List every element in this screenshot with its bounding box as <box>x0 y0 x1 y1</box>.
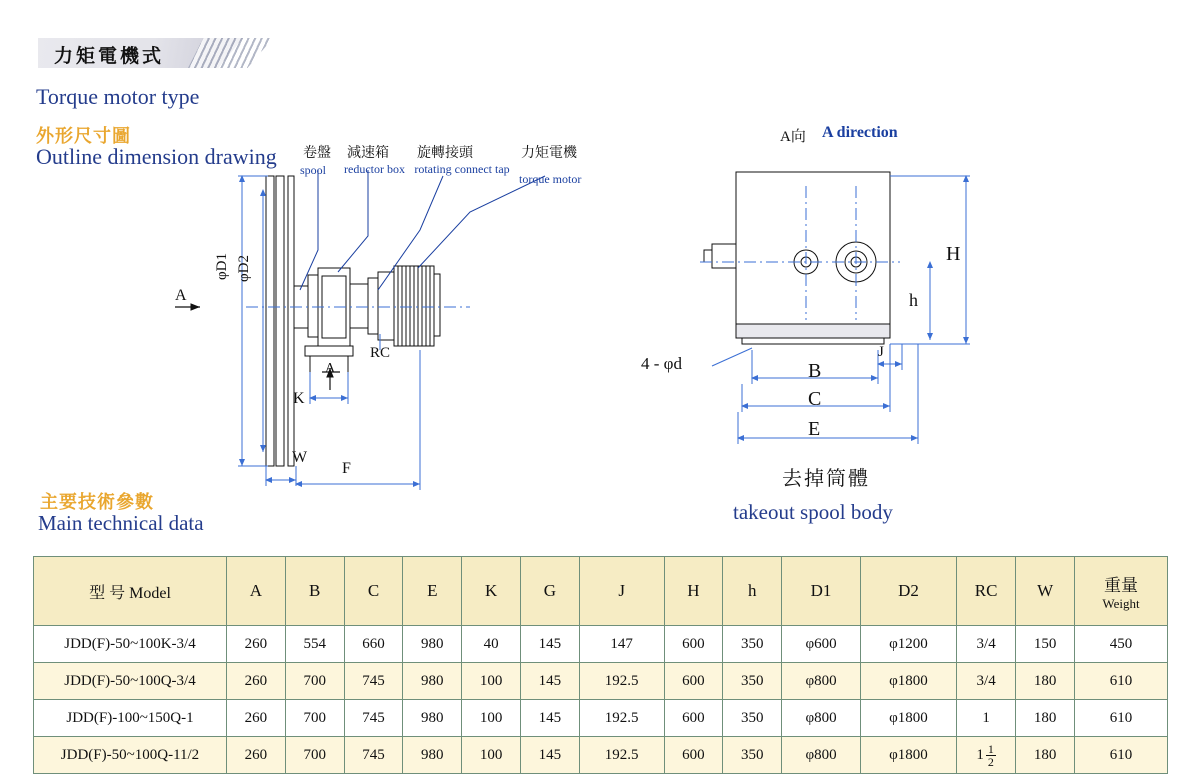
cell-d2: φ1800 <box>860 700 956 737</box>
cell-d2: φ1800 <box>860 663 956 700</box>
label-a-direction-en: A direction <box>822 124 898 141</box>
header-h-upper: H <box>664 557 723 626</box>
cell-weight: 610 <box>1075 700 1168 737</box>
label-c: C <box>808 388 822 410</box>
label-k: K <box>293 390 305 407</box>
header-k: K <box>462 557 521 626</box>
header-e: E <box>403 557 462 626</box>
cell-b: 700 <box>285 737 344 774</box>
cell-model: JDD(F)-50~100K-3/4 <box>34 626 227 663</box>
cell-k: 100 <box>462 737 521 774</box>
label-phi-d1: φD1 <box>214 253 230 280</box>
cell-e: 980 <box>403 626 462 663</box>
cell-e: 980 <box>403 663 462 700</box>
cell-e: 980 <box>403 737 462 774</box>
section-title-cn: 外形尺寸圖 <box>36 126 131 147</box>
header-h-lower: h <box>723 557 782 626</box>
cell-c: 660 <box>344 626 403 663</box>
cell-model: JDD(F)-50~100Q-3/4 <box>34 663 227 700</box>
header-weight-en: Weight <box>1102 595 1140 611</box>
main-data-heading-en: Main technical data <box>38 511 204 535</box>
cell-h-lower: 350 <box>723 663 782 700</box>
cell-w: 180 <box>1016 700 1075 737</box>
cell-weight: 450 <box>1075 626 1168 663</box>
cell-d1: φ600 <box>782 626 861 663</box>
callout-en-reductor: reductor box <box>344 162 405 176</box>
callout-cn-torque-motor: 力矩電機 <box>521 145 577 161</box>
drawing-caption-cn: 去掉筒體 <box>782 466 870 490</box>
callout-cn-rotating-connector: 旋轉接頭 <box>417 145 473 161</box>
rc-frac: $\frac{1}{2}$ <box>987 741 994 769</box>
table-row <box>34 737 1168 774</box>
cell-c: 745 <box>344 663 403 700</box>
callout-cn-reductor: 減速箱 <box>347 145 389 161</box>
cell-h-lower: 350 <box>723 737 782 774</box>
cell-h-lower: 350 <box>723 700 782 737</box>
cell-g: 145 <box>520 700 579 737</box>
header-g: G <box>520 557 579 626</box>
cell-a: 260 <box>227 663 286 700</box>
header-w: W <box>1016 557 1075 626</box>
cell-model: JDD(F)-50~100Q-11/2 <box>34 737 227 774</box>
cell-w: 150 <box>1016 626 1075 663</box>
cell-h-upper: 600 <box>664 663 723 700</box>
cell-j: 192.5 <box>579 737 664 774</box>
label-j: J <box>878 344 884 360</box>
page-title-en: Torque motor type <box>36 84 200 109</box>
cell-g: 145 <box>520 626 579 663</box>
label-w: W <box>292 449 308 466</box>
cell-d1: φ800 <box>782 737 861 774</box>
table-row <box>34 626 1168 663</box>
cell-a: 260 <box>227 737 286 774</box>
cell-model: JDD(F)-100~150Q-1 <box>34 700 227 737</box>
cell-weight: 610 <box>1075 663 1168 700</box>
header-weight-cn: 重量 <box>1104 575 1139 595</box>
drawing-caption-en: takeout spool body <box>733 500 893 524</box>
label-4-phi-d: 4 - φd <box>641 354 682 373</box>
cell-a: 260 <box>227 700 286 737</box>
cell-c: 745 <box>344 737 403 774</box>
cell-a: 260 <box>227 626 286 663</box>
label-a-direction-cn: A向 <box>780 129 806 145</box>
section-title-en: Outline dimension drawing <box>36 144 277 169</box>
cell-k: 100 <box>462 663 521 700</box>
main-data-heading-cn: 主要技術參數 <box>40 492 154 513</box>
header-model: 型 号 Model <box>34 557 227 626</box>
cell-g: 145 <box>520 663 579 700</box>
table-body <box>34 626 1168 774</box>
label-e: E <box>808 418 821 440</box>
header-d1: D1 <box>782 557 861 626</box>
cell-b: 700 <box>285 700 344 737</box>
header-j: J <box>579 557 664 626</box>
banner-title-cn: 力矩電機式 <box>54 45 165 67</box>
cell-h-upper: 600 <box>664 700 723 737</box>
cell-j: 192.5 <box>579 700 664 737</box>
cell-c: 745 <box>344 700 403 737</box>
label-a-arrow-left: A <box>175 287 187 304</box>
specs-table <box>33 556 1168 774</box>
rc-whole: 1 <box>976 746 984 763</box>
cell-g: 145 <box>520 737 579 774</box>
header-d2: D2 <box>860 557 956 626</box>
cell-d1: φ800 <box>782 700 861 737</box>
cell-k: 40 <box>462 626 521 663</box>
header-b: B <box>285 557 344 626</box>
header-c: C <box>344 557 403 626</box>
table-row <box>34 663 1168 700</box>
label-a-section: A <box>325 361 336 376</box>
table-header-row <box>34 557 1168 626</box>
cell-h-lower: 350 <box>723 626 782 663</box>
cell-rc: 1 <box>957 700 1016 737</box>
label-rc: RC <box>370 345 391 361</box>
label-phi-d2: φD2 <box>236 255 252 282</box>
rc-fraction <box>976 743 996 768</box>
cell-b: 700 <box>285 663 344 700</box>
cell-rc: 3/4 <box>957 663 1016 700</box>
callout-cn-spool: 卷盤 <box>303 145 331 161</box>
callout-en-rotating-connector: rotating connect tap <box>414 162 510 176</box>
cell-d2: φ1200 <box>860 626 956 663</box>
cell-h-upper: 600 <box>664 626 723 663</box>
label-b: B <box>808 360 822 382</box>
label-h-upper: H <box>946 243 961 265</box>
cell-e: 980 <box>403 700 462 737</box>
header-a: A <box>227 557 286 626</box>
cell-b: 554 <box>285 626 344 663</box>
cell-w: 180 <box>1016 663 1075 700</box>
label-f: F <box>342 460 351 477</box>
cell-rc <box>957 737 1016 774</box>
cell-rc: 3/4 <box>957 626 1016 663</box>
cell-h-upper: 600 <box>664 737 723 774</box>
cell-w: 180 <box>1016 737 1075 774</box>
callout-en-spool: spool <box>300 163 327 177</box>
cell-k: 100 <box>462 700 521 737</box>
header-rc: RC <box>957 557 1016 626</box>
cell-j: 147 <box>579 626 664 663</box>
label-h-lower: h <box>909 290 918 310</box>
cell-d1: φ800 <box>782 663 861 700</box>
cell-j: 192.5 <box>579 663 664 700</box>
cell-d2: φ1800 <box>860 737 956 774</box>
table-row <box>34 700 1168 737</box>
header-weight <box>1075 557 1168 626</box>
cell-weight: 610 <box>1075 737 1168 774</box>
callout-en-torque-motor: torque motor <box>519 172 582 186</box>
